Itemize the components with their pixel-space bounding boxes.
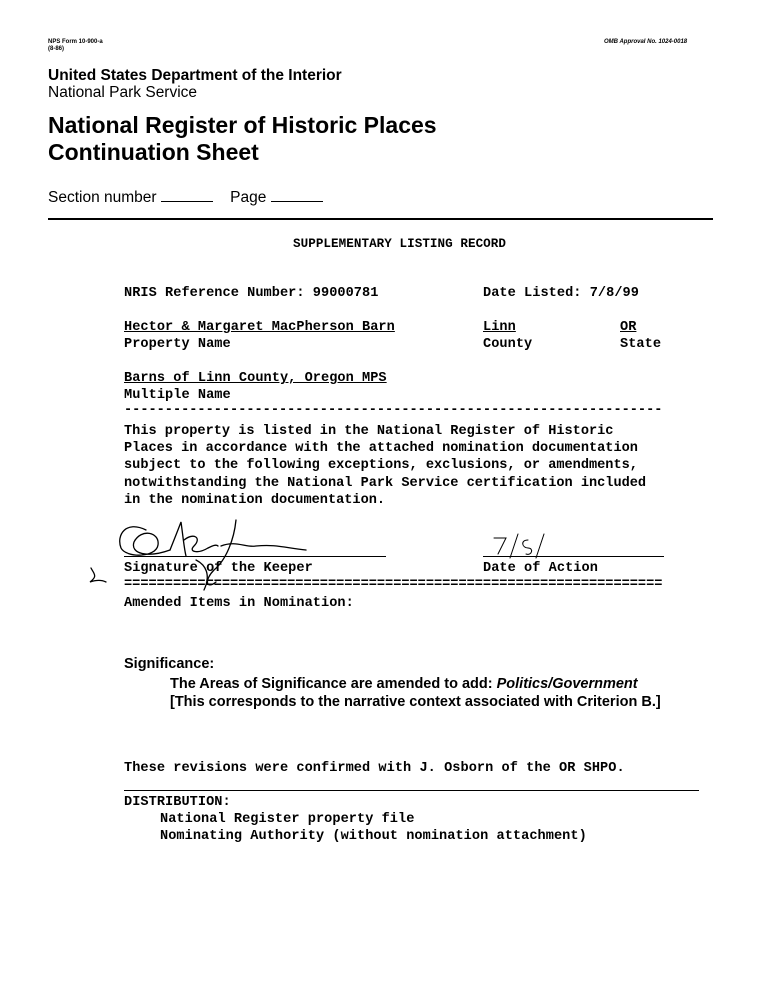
areas-added: Politics/Government — [496, 676, 638, 692]
page-label: Page — [230, 189, 267, 206]
section-number-field — [48, 189, 323, 207]
signature-label: Signature of the Keeper — [124, 561, 313, 576]
statement-line: Places in accordance with the attached nomination documentation — [124, 441, 638, 457]
date-of-action-label: Date of Action — [483, 561, 598, 576]
header-rule — [48, 218, 713, 220]
areas-text: The Areas of Significance are amended to add: — [170, 676, 497, 692]
distribution-rule — [124, 790, 699, 791]
page-blank — [271, 201, 323, 202]
county: Linn — [483, 320, 516, 335]
service-name: National Park Service — [48, 84, 198, 101]
property-name-label: Property Name — [124, 337, 231, 352]
listing-statement — [124, 423, 646, 509]
significance-label: Significance: — [124, 656, 215, 672]
form-title-line2: Continuation Sheet — [48, 139, 259, 165]
dash-rule: ------------------------------------------------------------------ — [124, 403, 663, 418]
form-title — [48, 112, 437, 166]
date-listed: Date Listed: 7/8/99 — [483, 286, 639, 301]
areas-of-significance — [170, 676, 638, 692]
record-heading: SUPPLEMENTARY LISTING RECORD — [293, 237, 507, 251]
confirmation-statement: These revisions were confirmed with J. Osborn of the OR SHPO. — [124, 761, 625, 776]
equals-rule: ================================================================== — [124, 577, 663, 592]
department-name: United States Department of the Interior — [48, 67, 342, 84]
section-number-blank — [161, 201, 213, 202]
form-date: (8-86) — [48, 46, 65, 52]
multiple-name-label: Multiple Name — [124, 388, 231, 403]
multiple-name: Barns of Linn County, Oregon MPS — [124, 371, 387, 386]
county-label: County — [483, 337, 533, 352]
distribution-item: National Register property file — [160, 812, 415, 827]
criterion-note: [This corresponds to the narrative context associated with Criterion B.] — [170, 694, 661, 710]
property-name: Hector & Margaret MacPherson Barn — [124, 320, 395, 335]
form-number: NPS Form 10-900-a — [48, 39, 103, 45]
nris-reference: NRIS Reference Number: 99000781 — [124, 286, 379, 301]
statement-line: in the nomination documentation. — [124, 492, 386, 508]
distribution-item: Nominating Authority (without nomination attachment) — [160, 829, 587, 844]
statement-line: subject to the following exceptions, exclusions, or amendments, — [124, 458, 638, 474]
amended-items-heading: Amended Items in Nomination: — [124, 596, 354, 611]
state: OR — [620, 320, 637, 335]
form-title-line1: National Register of Historic Places — [48, 112, 437, 138]
statement-line: notwithstanding the National Park Service certification included — [124, 475, 647, 491]
omb-approval: OMB Approval No. 1024-0018 — [604, 39, 688, 45]
state-label: State — [620, 337, 662, 352]
distribution-label: DISTRIBUTION: — [124, 795, 231, 810]
section-number-label: Section number — [48, 189, 157, 206]
statement-line: This property is listed in the National Register of Historic — [124, 424, 614, 439]
